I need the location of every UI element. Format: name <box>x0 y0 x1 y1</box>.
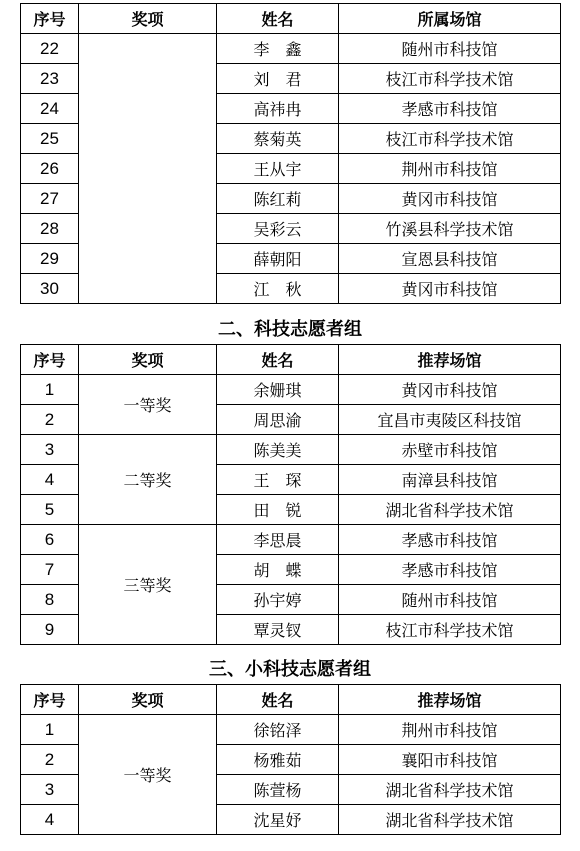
row-no: 8 <box>21 585 79 615</box>
header-award: 奖项 <box>79 4 217 34</box>
row-venue: 黄冈市科技馆 <box>339 375 561 405</box>
row-name: 高祎冉 <box>217 94 339 124</box>
header-venue: 推荐场馆 <box>339 685 561 715</box>
table-volunteer <box>20 344 561 645</box>
row-name: 李 鑫 <box>217 34 339 64</box>
row-venue: 荆州市科技馆 <box>339 154 561 184</box>
row-venue: 孝感市科技馆 <box>339 525 561 555</box>
row-name: 陈萱杨 <box>217 775 339 805</box>
award-cell: 二等奖 <box>79 435 217 525</box>
table-header-row <box>21 345 561 375</box>
row-name: 刘 君 <box>217 64 339 94</box>
row-venue: 枝江市科学技术馆 <box>339 124 561 154</box>
row-no: 3 <box>21 775 79 805</box>
row-no: 29 <box>21 244 79 274</box>
row-name: 王 琛 <box>217 465 339 495</box>
row-no: 4 <box>21 465 79 495</box>
row-no: 25 <box>21 124 79 154</box>
row-no: 28 <box>21 214 79 244</box>
row-venue: 湖北省科学技术馆 <box>339 775 561 805</box>
table-row <box>21 375 561 405</box>
row-no: 24 <box>21 94 79 124</box>
row-venue: 南漳县科技馆 <box>339 465 561 495</box>
row-name: 余姗琪 <box>217 375 339 405</box>
row-name: 陈红莉 <box>217 184 339 214</box>
row-venue: 随州市科技馆 <box>339 34 561 64</box>
table-row <box>21 34 561 64</box>
table-row <box>21 525 561 555</box>
header-no: 序号 <box>21 345 79 375</box>
row-venue: 黄冈市科技馆 <box>339 184 561 214</box>
row-no: 26 <box>21 154 79 184</box>
row-venue: 赤壁市科技馆 <box>339 435 561 465</box>
row-venue: 竹溪县科学技术馆 <box>339 214 561 244</box>
row-name: 田 锐 <box>217 495 339 525</box>
row-name: 沈星妤 <box>217 805 339 835</box>
row-no: 2 <box>21 405 79 435</box>
row-venue: 随州市科技馆 <box>339 585 561 615</box>
section-title: 三、小科技志愿者组 <box>209 659 371 680</box>
row-no: 1 <box>21 715 79 745</box>
row-venue: 枝江市科学技术馆 <box>339 64 561 94</box>
row-name: 周思渝 <box>217 405 339 435</box>
table-header-row <box>21 4 561 34</box>
row-no: 23 <box>21 64 79 94</box>
row-venue: 枝江市科学技术馆 <box>339 615 561 645</box>
table-header-row <box>21 685 561 715</box>
header-venue: 所属场馆 <box>339 4 561 34</box>
section-title: 二、科技志愿者组 <box>218 319 362 340</box>
header-name: 姓名 <box>217 4 339 34</box>
row-name: 吴彩云 <box>217 214 339 244</box>
row-name: 陈美美 <box>217 435 339 465</box>
row-name: 覃灵钗 <box>217 615 339 645</box>
header-name: 姓名 <box>217 345 339 375</box>
row-name: 蔡菊英 <box>217 124 339 154</box>
award-cell: 一等奖 <box>79 375 217 435</box>
header-venue: 推荐场馆 <box>339 345 561 375</box>
row-name: 徐铭泽 <box>217 715 339 745</box>
row-venue: 黄冈市科技馆 <box>339 274 561 304</box>
row-venue: 宣恩县科技馆 <box>339 244 561 274</box>
row-no: 6 <box>21 525 79 555</box>
row-no: 4 <box>21 805 79 835</box>
row-no: 1 <box>21 375 79 405</box>
row-no: 3 <box>21 435 79 465</box>
table-young-volunteer <box>20 684 561 835</box>
header-no: 序号 <box>21 4 79 34</box>
row-name: 杨雅茹 <box>217 745 339 775</box>
table-row <box>21 715 561 745</box>
row-name: 李思晨 <box>217 525 339 555</box>
table-row <box>21 435 561 465</box>
row-venue: 襄阳市科技馆 <box>339 745 561 775</box>
row-no: 27 <box>21 184 79 214</box>
row-venue: 湖北省科学技术馆 <box>339 805 561 835</box>
header-award: 奖项 <box>79 685 217 715</box>
row-name: 江 秋 <box>217 274 339 304</box>
row-name: 王从宇 <box>217 154 339 184</box>
row-name: 薛朝阳 <box>217 244 339 274</box>
row-no: 30 <box>21 274 79 304</box>
header-award: 奖项 <box>79 345 217 375</box>
header-no: 序号 <box>21 685 79 715</box>
row-venue: 孝感市科技馆 <box>339 94 561 124</box>
row-name: 孙宇婷 <box>217 585 339 615</box>
row-no: 5 <box>21 495 79 525</box>
award-cell: 一等奖 <box>79 715 217 835</box>
award-cell: 三等奖 <box>79 525 217 645</box>
row-name: 胡 蝶 <box>217 555 339 585</box>
row-venue: 湖北省科学技术馆 <box>339 495 561 525</box>
row-no: 22 <box>21 34 79 64</box>
row-no: 9 <box>21 615 79 645</box>
table-continued <box>20 3 561 304</box>
row-no: 7 <box>21 555 79 585</box>
row-no: 2 <box>21 745 79 775</box>
row-venue: 孝感市科技馆 <box>339 555 561 585</box>
award-cell-empty <box>79 34 217 304</box>
header-name: 姓名 <box>217 685 339 715</box>
row-venue: 荆州市科技馆 <box>339 715 561 745</box>
row-venue: 宜昌市夷陵区科技馆 <box>339 405 561 435</box>
